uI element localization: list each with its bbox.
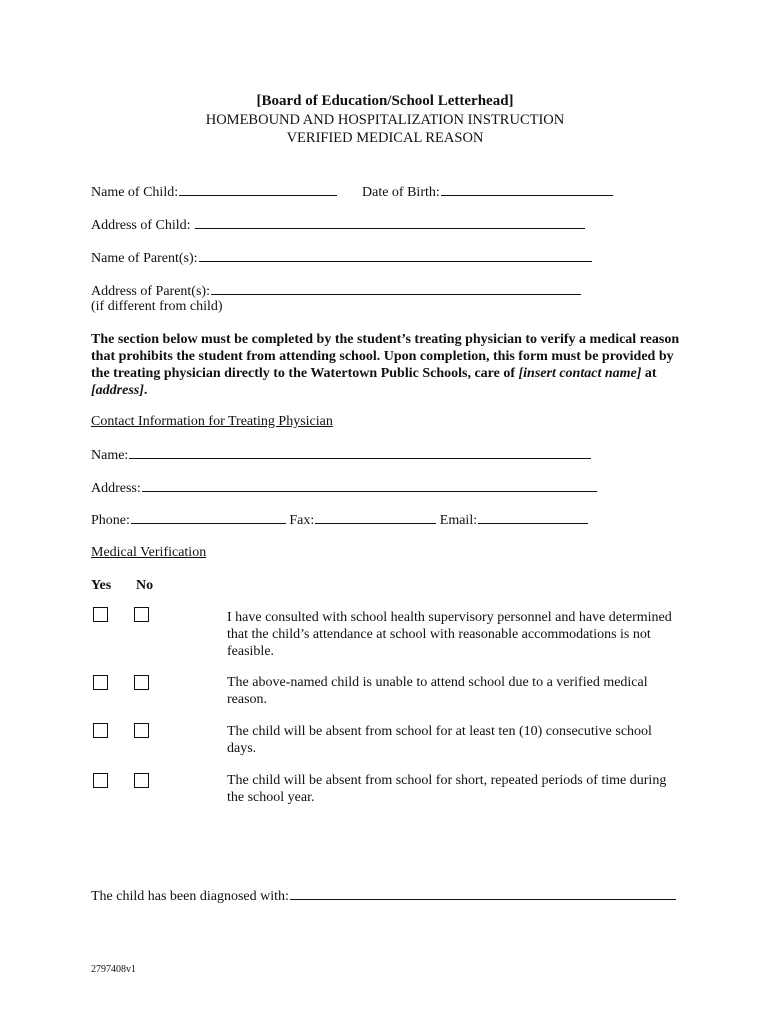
physician-phone-row (91, 511, 588, 529)
physician-instructions (91, 331, 683, 399)
instructions-text-2: at (641, 366, 657, 381)
yes-checkbox-4[interactable] (93, 773, 108, 788)
physician-address-row (91, 479, 597, 497)
fax-label: Fax: (289, 513, 315, 528)
verification-item-4: The child will be absent from school for short, repeated periods of time during the school year. (227, 773, 667, 805)
diagnosis-row (91, 887, 676, 905)
child-name-label: Name of Child: (91, 185, 179, 200)
verification-item-1: I have consulted with school health supervisory personnel and have determined that the child’s attendance at school with reasonable accommodations is not feasible. (227, 610, 672, 659)
phone-label: Phone: (91, 513, 130, 528)
fax-field[interactable] (315, 511, 436, 524)
child-name-row (91, 183, 337, 201)
dob-row (362, 183, 613, 201)
form-subtitle: VERIFIED MEDICAL REASON (286, 130, 484, 146)
email-field[interactable] (478, 511, 588, 524)
contact-name-placeholder: [insert contact name] (518, 366, 642, 381)
address-placeholder: [address] (91, 383, 144, 398)
child-address-field[interactable] (195, 216, 585, 229)
physician-address-field[interactable] (142, 479, 597, 492)
no-checkbox-4[interactable] (134, 773, 149, 788)
no-checkbox-1[interactable] (134, 607, 149, 622)
document-id: 2797408v1 (91, 964, 136, 975)
no-checkbox-2[interactable] (134, 675, 149, 690)
parent-name-field[interactable] (199, 249, 592, 262)
child-name-field[interactable] (179, 183, 337, 196)
parent-name-row (91, 249, 592, 267)
parent-address-field[interactable] (211, 282, 581, 295)
no-column-label: No (136, 578, 154, 593)
parent-address-label: Address of Parent(s): (91, 284, 210, 299)
parent-address-note: (if different from child) (91, 299, 223, 314)
dob-field[interactable] (441, 183, 613, 196)
diagnosis-label: The child has been diagnosed with: (91, 889, 289, 904)
instructions-text-1: The section below must be completed by the student’s treating physician to verify a medical reason that prohibits the student from attending school. Upon completion, this form must be provided by the treating physician directly to the Watertown Public Schools, care of (91, 332, 680, 381)
instructions-text-3: . (143, 383, 148, 398)
physician-name-field[interactable] (129, 446, 591, 459)
letterhead: [Board of Education/School Letterhead] (256, 93, 514, 109)
verification-section-title: Medical Verification (91, 545, 207, 560)
diagnosis-field[interactable] (290, 887, 676, 900)
physician-name-row (91, 446, 591, 464)
physician-name-label: Name: (91, 448, 129, 463)
yes-checkbox-2[interactable] (93, 675, 108, 690)
child-address-label: Address of Child: (91, 218, 191, 233)
yes-checkbox-3[interactable] (93, 723, 108, 738)
no-checkbox-3[interactable] (134, 723, 149, 738)
child-address-row (91, 216, 585, 234)
parent-name-label: Name of Parent(s): (91, 251, 198, 266)
email-label: Email: (439, 513, 478, 528)
dob-label: Date of Birth: (362, 185, 440, 200)
form-title: HOMEBOUND AND HOSPITALIZATION INSTRUCTION (205, 112, 565, 128)
phone-field[interactable] (131, 511, 286, 524)
verification-item-2: The above-named child is unable to attend school due to a verified medical reason. (227, 675, 648, 707)
yes-checkbox-1[interactable] (93, 607, 108, 622)
yes-column-label: Yes (91, 578, 112, 593)
physician-section-title: Contact Information for Treating Physician (91, 414, 333, 429)
verification-item-3: The child will be absent from school for at least ten (10) consecutive school days. (227, 724, 652, 756)
physician-address-label: Address: (91, 481, 141, 496)
